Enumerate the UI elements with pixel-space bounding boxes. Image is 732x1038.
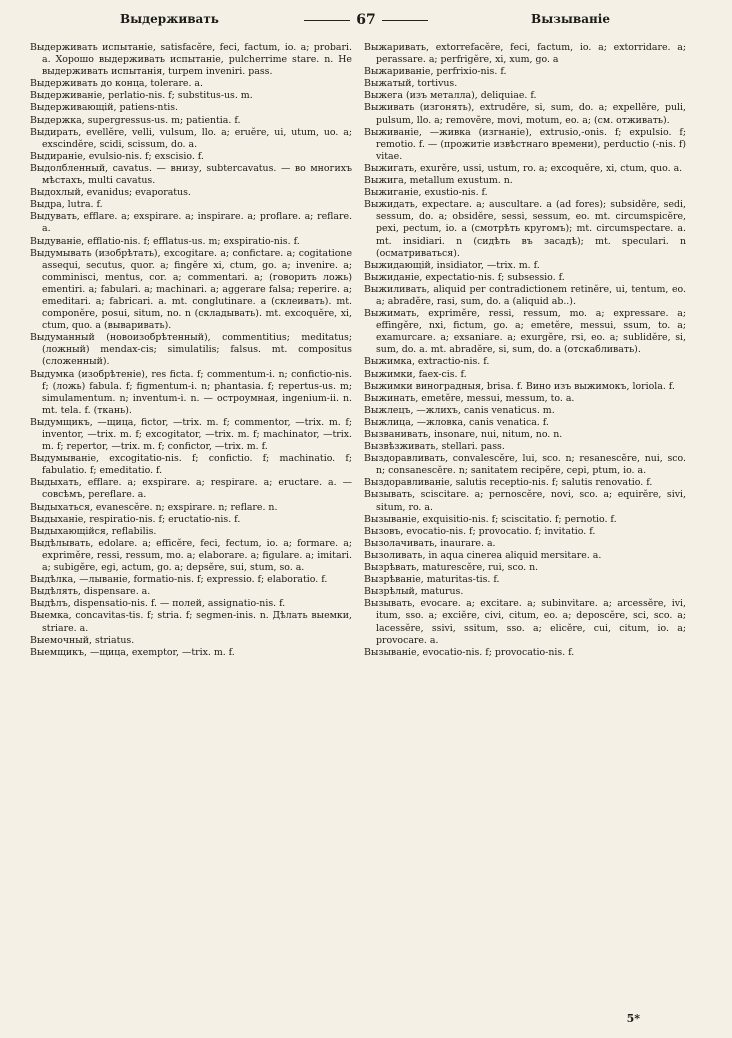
dictionary-entry: Выдыхаться, evanescĕre. n; exspirare. n; reflare. n. <box>30 501 278 513</box>
dictionary-entry: Выемочный, striatus. <box>30 634 135 646</box>
dictionary-entry: Выдѣлывать, edolare. a; efficĕre, feci, fectum, io. a; formare. a; exprimĕre, ressi, ressum, mo. a; elaborare. a; figulare. a; imitari. a; subigĕre, egi, actum, go. a; depsĕre, sui, stum, so. a. <box>30 537 352 574</box>
dictionary-entry: Вызвѣзживать, stellari. pass. <box>364 441 505 453</box>
dictionary-entry: Вызывать, sciscitare. a; pernoscĕre, novi, sco. a; equirĕre, sivi, situm, ro. a. <box>364 489 686 513</box>
left-column <box>30 42 352 1010</box>
dictionary-entry: Выдержка, supergressus-us. m; patientia. f. <box>30 114 241 126</box>
header-left-guide-word: Выдерживать <box>120 12 219 26</box>
dictionary-entry: Выживать (изгонять), extrudĕre, si, sum, do. a; expellĕre, puli, pulsum, llo. a; removĕre, movi, motum, eo. a; (см. отживать). <box>364 102 686 126</box>
running-header <box>30 12 702 36</box>
signature-mark: 5* <box>626 1012 640 1025</box>
dictionary-entry: Вызрѣвать, maturescĕre, rui, sco. n. <box>364 562 539 574</box>
dictionary-entry: Выздоравливанiе, salutis receptio-nis. f; salutis renovatio. f. <box>364 477 653 489</box>
dictionary-entry: Выздоравливать, convalescĕre, lui, sco. n; resanescĕre, nui, sco. n; consanescĕre. n; sanitatem recipĕre, cepi, ptum, io. a. <box>364 453 686 477</box>
dictionary-entry: Вызолачивать, inaurare. a. <box>364 537 496 549</box>
dictionary-entry: Выемка, concavitas-tis. f; stria. f; segmen-inis. n. Дѣлать выемки, striare. a. <box>30 610 352 634</box>
dictionary-entry: Выдыханiе, respiratio-nis. f; eructatio-nis. f. <box>30 513 241 525</box>
dictionary-entry: Вызванивать, insonare, nui, nitum, no. n. <box>364 429 563 440</box>
dictionary-entry: Выдохлый, evanidus; evaporatus. <box>30 187 191 199</box>
dictionary-entry: Выжидать, expectare. a; auscultare. a (ad fores); subsidĕre, sedi, sessum, do. a; obsidĕre, sessi, sessum, eo. mt. circumspicĕre, pexi, pectum, io. a (смотрѣть кругомъ); mt. circumspectare. a. mt. insidiari. n (сидѣть въ засадѣ); mt. speculari. n (осматриваться). <box>364 199 686 259</box>
header-right-guide-word: Вызыванiе <box>531 12 610 26</box>
dictionary-entry: Выжигать, exurĕre, ussi, ustum, ro. a; excoquĕre, xi, ctum, quo. a. <box>364 162 683 174</box>
dictionary-entry: Вызыванiе, exquisitio-nis. f; sciscitatio. f; pernotio. f. <box>364 513 617 525</box>
dictionary-entry: Выдумщикъ, —щица, fictor, —trix. m. f; commentor, —trix. m. f; inventor, —trix. m. f; excogitator, —trix. m. f; machinator, —trix. m. f; repertor, —trix. m. f; confictor, —trix. m. f. <box>30 416 352 453</box>
dictionary-entry: Выживанiе, —живка (изгнанiе), extrusio,-onis. f; expulsio. f; remotio. f. — (прожитiе извѣстнаго времени), perductio (-nis. f) vitae. <box>364 126 686 162</box>
page-number: 67 <box>356 12 376 28</box>
dictionary-entry: Выемщикъ, —щица, exemptor, —trix. m. f. <box>30 646 235 658</box>
dictionary-entry: Выжимки виноградныя, brisa. f. Вино изъ выжимокъ, loriola. f. <box>364 380 675 392</box>
dictionary-entry: Выжидающiй, insidiator, —trix. m. f. <box>364 259 540 271</box>
dictionary-entry: Выдувать, efflare. a; exspirare. a; inspirare. a; proflare. a; reflare. a. <box>30 211 352 235</box>
dictionary-entry: Выжатый, tortivus. <box>364 78 458 90</box>
dictionary-entry: Выжариванiе, perfrixio-nis. f. <box>364 66 507 78</box>
dictionary-entry: Выжиливать, aliquid per contradictionem retinĕre, ui, tentum, eo. a; abradĕre, rasi, sum, do. a (aliquid ab..). <box>364 283 686 307</box>
dictionary-entry: Выдѣлъ, dispensatio-nis. f. — полей, assignatio-nis. f. <box>30 598 286 610</box>
dictionary-entry: Выдѣлка, —лыванiе, formatio-nis. f; expressio. f; elaboratio. f. <box>30 574 328 586</box>
dictionary-entry: Выжига, metallum exustum. n. <box>364 175 513 187</box>
dictionary-entry: Выжиганiе, exustio-nis. f. <box>364 187 488 199</box>
dictionary-entry: Выжиданiе, expectatio-nis. f; subsessio. f. <box>364 271 565 283</box>
dictionary-entry: Выдумывать (изобрѣтать), excogitare. a; confictare. a; cogitatione assequi, secutus, quor. a; fingĕre xi, ctum, go. a; invenire. a; comminisci, mentus, cor. a; commentari. a; (говорить ложь) ementiri. a; fabulari. a; machinari. a; aggerare falsa; reperire. a; emeditari. a; fabricari. a. mt. conglutinare. a (склеивать). mt. componĕre, posui, situm, no. n (складывать). mt. excoquĕre, xi, ctum, quo. a (вываривать). <box>30 247 352 332</box>
dictionary-entry: Выдиранiе, evulsio-nis. f; exscisio. f. <box>30 150 204 162</box>
dictionary-entry: Вызоливать, in aqua cinerea aliquid mersitare. a. <box>364 549 602 561</box>
dictionary-entry: Выжимки, faex-cis. f. <box>364 368 467 380</box>
dictionary-entry: Выдерживающiй, patiens-ntis. <box>30 102 179 114</box>
dictionary-entry: Выдра, lutra. f. <box>30 199 103 211</box>
dictionary-entry: Выдерживанiе, perlatio-nis. f; substitus-us. m. <box>30 90 253 102</box>
dictionary-entry: Вызрѣванiе, maturitas-tis. f. <box>364 574 500 586</box>
dictionary-entry: Вызывать, evocare. a; excitare. a; subinvitare. a; arcessĕre, ivi, itum, sso. a; exciĕre, civi, citum, eo. a; deposcĕre, sci, sco. a; lacessĕre, ssivi, ssitum, sso. a; elicĕre, cui, citum, io. a; provocare. a. <box>364 598 686 646</box>
dictionary-entry: Выдерживать испытанiе, satisfacĕre, feci, factum, io. a; probari. a. Хорошо выдерживать испытанiе, pulcherrime stare. n. Не выдерживать испытанiя, turpem inveniri. pass. <box>30 42 352 78</box>
header-rule-left <box>304 20 350 21</box>
header-rule-right <box>382 20 428 21</box>
columns <box>30 42 706 1010</box>
right-column <box>364 42 686 1010</box>
dictionary-entry: Выжимка, extractio-nis. f. <box>364 356 490 368</box>
dictionary-entry: Выдерживать до конца, tolerare. a. <box>30 78 203 90</box>
dictionary-entry: Выдыхать, efflare. a; exspirare. a; respirare. a; eructare. a. — совсѣмъ, pereflare. a. <box>30 477 352 501</box>
dictionary-entry: Выдуванiе, efflatio-nis. f; efflatus-us. m; exspiratio-nis. f. <box>30 235 300 247</box>
dictionary-entry: Выдумыванiе, excogitatio-nis. f; confictio. f; machinatio. f; fabulatio. f; emeditatio. f. <box>30 453 352 477</box>
dictionary-entry: Вызыванiе, evocatio-nis. f; provocatio-nis. f. <box>364 646 575 658</box>
dictionary-entry: Выжинать, emetĕre, messui, messum, to. a. <box>364 392 575 404</box>
dictionary-entry: Выдирать, evellĕre, velli, vulsum, llo. a; eruĕre, ui, utum, uo. a; exscindĕre, scidi, scissum, do. a. <box>30 126 352 150</box>
dictionary-entry: Выдумка (изобрѣтенiе), res ficta. f; commentum-i. n; confictio-nis. f; (ложь) fabula. f; figmentum-i. n; phantasia. f; repertus-us. m; simulamentum. n; inventum-i. n. — остроумная, ingenium-ii. n. mt. tela. f. (ткань). <box>30 368 352 416</box>
dictionary-entry: Выдыхающiйся, reflabilis. <box>30 525 157 537</box>
dictionary-entry: Выжлецъ, —жлихъ, canis venaticus. m. <box>364 404 555 416</box>
dictionary-entry: Выдѣлять, dispensare. a. <box>30 586 151 598</box>
dictionary-entry: Выжега (изъ металла), deliquiae. f. <box>364 90 537 102</box>
dictionary-entry: Выжлица, —жловка, canis venatica. f. <box>364 416 549 428</box>
dictionary-entry: Выдуманный (новоизобрѣтенный), commentitius; meditatus; (ложный) mendax-cis; simulatilis; falsus. mt. compositus (сложенный). <box>30 332 352 368</box>
dictionary-entry: Вызрѣлый, maturus. <box>364 586 464 598</box>
dictionary-entry: Выдолбленный, cavatus. — внизу, subtercavatus. — во многихъ мѣстахъ, multi cavatus. <box>30 162 352 187</box>
dictionary-entry: Выжимать, exprimĕre, ressi, ressum, mo. a; expressare. a; effingĕre, nxi, fictum, go. a; emetĕre, messui, ssum, to. a; examurcare. a; exsaniare. a; exurgĕre, rsi, eo. a; sublidĕre, si, sum, do. a. mt. abradĕre, si, sum, do. a (отскабливать). <box>364 308 686 356</box>
dictionary-entry: Вызовъ, evocatio-nis. f; provocatio. f; invitatio. f. <box>364 525 596 537</box>
dictionary-entry: Выжаривать, extorrefacĕre, feci, factum, io. a; extorridare. a; perassare. a; perfrigĕre, xi, xum, go. a <box>364 42 686 66</box>
